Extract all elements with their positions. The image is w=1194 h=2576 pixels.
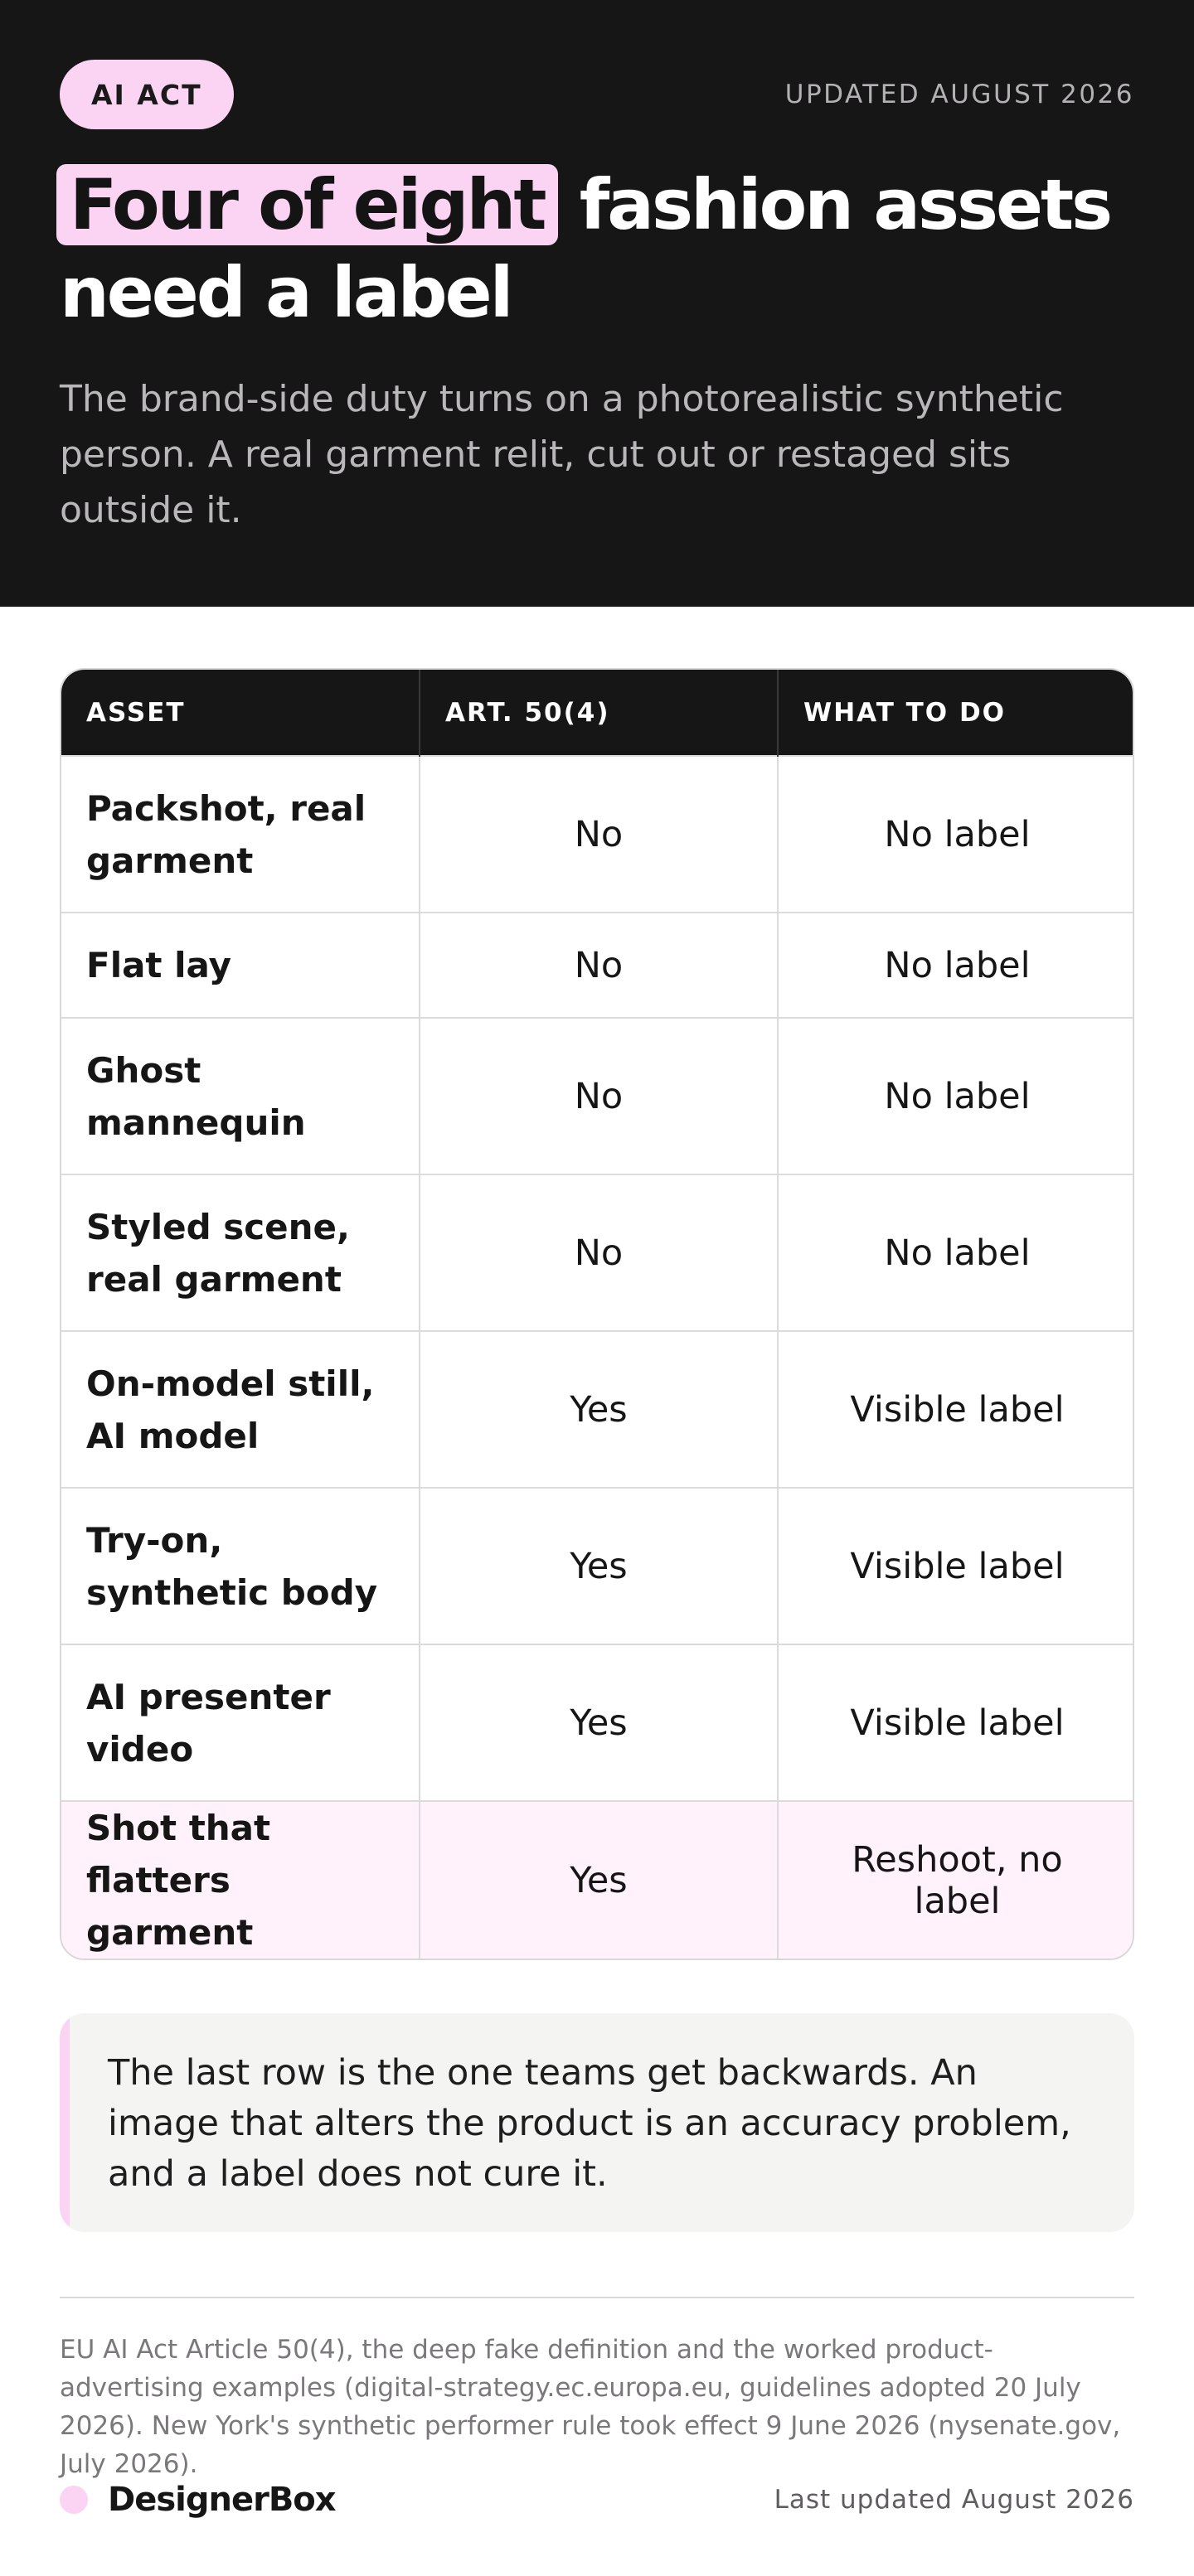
cell-action: Reshoot, no label bbox=[778, 1801, 1134, 1959]
cell-asset: Ghost mannequin bbox=[61, 1018, 420, 1174]
column-header-action: WHAT TO DO bbox=[778, 670, 1134, 756]
cell-asset: Styled scene, real garment bbox=[61, 1174, 420, 1331]
topic-badge: AI ACT bbox=[60, 60, 234, 129]
cell-art: Yes bbox=[420, 1644, 778, 1801]
cell-art: Yes bbox=[420, 1488, 778, 1644]
brand-name: DesignerBox bbox=[108, 2481, 336, 2519]
page-title bbox=[60, 161, 1134, 337]
table-row bbox=[61, 1644, 1134, 1801]
sources-text: EU AI Act Article 50(4), the deep fake definition and the worked product-advertising examples (digital-strategy.ec.europa.eu, guidelines adopted 20 July 2026). New York's synthetic performer rule took effect 9 June 2026 (nysenate.gov, July 2026). bbox=[60, 2335, 1121, 2479]
cell-asset: AI presenter video bbox=[61, 1644, 420, 1801]
table-row-highlighted bbox=[61, 1801, 1134, 1959]
cell-asset: Packshot, real garment bbox=[61, 756, 420, 913]
table-row bbox=[61, 1488, 1134, 1644]
table-header-row bbox=[61, 670, 1134, 756]
callout-note bbox=[60, 2013, 1134, 2232]
brand-dot-icon bbox=[60, 2486, 88, 2514]
last-updated: Last updated August 2026 bbox=[774, 2485, 1134, 2515]
updated-date: UPDATED AUGUST 2026 bbox=[784, 80, 1134, 109]
cell-action: Visible label bbox=[778, 1488, 1134, 1644]
page-subtitle: The brand-side duty turns on a photorealistic synthetic person. A real garment relit, cut out or restaged sits outside it. bbox=[60, 378, 1064, 531]
column-header-asset: ASSET bbox=[61, 670, 420, 756]
cell-art: No bbox=[420, 1018, 778, 1174]
cell-action: No label bbox=[778, 756, 1134, 913]
table-row bbox=[61, 913, 1134, 1018]
table-row bbox=[61, 1174, 1134, 1331]
hero-header bbox=[0, 0, 1194, 607]
callout-accent-bar bbox=[60, 2013, 70, 2232]
column-header-article: ART. 50(4) bbox=[420, 670, 778, 756]
divider bbox=[60, 2297, 1134, 2298]
title-rest: fashion assets need a label bbox=[60, 164, 1111, 333]
cell-asset: On-model still, AI model bbox=[61, 1331, 420, 1488]
cell-action: Visible label bbox=[778, 1331, 1134, 1488]
cell-asset: Try-on, synthetic body bbox=[61, 1488, 420, 1644]
cell-art: Yes bbox=[420, 1801, 778, 1959]
asset-label-table bbox=[60, 668, 1134, 1960]
table bbox=[61, 670, 1134, 1959]
cell-action: Visible label bbox=[778, 1644, 1134, 1801]
footer bbox=[60, 2477, 1134, 2523]
hero-top-bar bbox=[60, 60, 1134, 129]
cell-asset: Shot that flatters garment bbox=[61, 1801, 420, 1959]
table-row bbox=[61, 1331, 1134, 1488]
cell-action: No label bbox=[778, 913, 1134, 1018]
cell-action: No label bbox=[778, 1174, 1134, 1331]
cell-asset: Flat lay bbox=[61, 913, 420, 1018]
cell-art: No bbox=[420, 1174, 778, 1331]
brand bbox=[60, 2481, 336, 2519]
table-row bbox=[61, 1018, 1134, 1174]
callout-text: The last row is the one teams get backwards. An image that alters the product is an accuracy problem, and a label does not cure it. bbox=[108, 2052, 1071, 2195]
cell-art: Yes bbox=[420, 1331, 778, 1488]
cell-art: No bbox=[420, 913, 778, 1018]
table-row bbox=[61, 756, 1134, 913]
title-highlight: Four of eight bbox=[56, 164, 558, 245]
cell-action: No label bbox=[778, 1018, 1134, 1174]
cell-art: No bbox=[420, 756, 778, 913]
